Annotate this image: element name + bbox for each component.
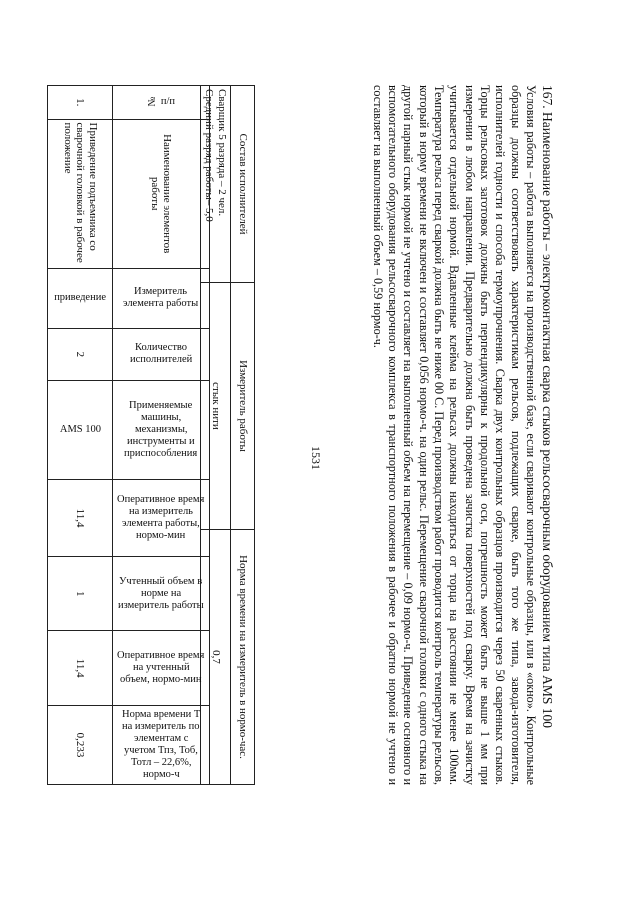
col-number: № п/п (113, 86, 210, 120)
row-element-name: Приведение подъемника со сварочной головкой в рабочее положение (48, 119, 113, 268)
col-machines: Применяемые машины, механизмы, инструменты и приспособления (113, 380, 210, 479)
crew-value: Сварщик 5 разряда – 2 чел. Средний разряд работы– 5,0 (201, 86, 231, 283)
col-element-unit: Измеритель элемента работы (113, 268, 210, 328)
col-accounted-volume: Учтенный объем в норме на измеритель работы (113, 556, 210, 630)
work-unit-value: стык нити (201, 283, 231, 530)
row-workers-count: 2 (48, 328, 113, 380)
col-time-norm-t: Норма времени Т на измеритель по элементам с учетом Тпз, Тоб, Тотл – 22,6%, нормо-ч (113, 706, 210, 785)
page-number: 1531 (309, 446, 323, 470)
work-elements-table (47, 85, 210, 785)
row-number: 1. (48, 86, 113, 120)
table-row (48, 86, 113, 785)
time-norm-value: 0,7 (201, 530, 231, 785)
rotated-content (54, 85, 555, 785)
row-operative-time-volume: 11,4 (48, 631, 113, 706)
header-time-norm: Норма времени на измеритель в нормо-час. (231, 530, 255, 785)
header-work-unit: Измеритель работы (231, 283, 255, 530)
col-element-name: Наименование элементов работы (113, 119, 210, 268)
col-operative-time: Оперативное время на измеритель элемента работы, нормо-мин (113, 480, 210, 557)
work-conditions-paragraph: Условия работы – работа выполняется на производственной базе, если сваривают контрольные образцы, или в «окно». Контрольные образцы должны соответствовать характеристикам рельсов, подлежащих сварке, быть того же типа, завода-изготовителя, исполнителей годности и способа термоупрочнения. Сварка двух контрольных образцов производится через 50 сваренных стыков. Торцы рельсовых заготовок должны быть перпендикулярны к продольной оси, погрешность может быть не выше 1 мм при измерении в любом направлении. Предварительно должна быть проведена зачистка поверхностей под сварку. Время на зачистку учитывается отдельной нормой. Вдавленные клейма на рельсах должны находиться от торца на расстоянии не менее 100мм. Температура рельса перед сваркой должна быть не ниже 00 С. Перед производством работ проводится контроль температуры рельсов, который в норму времени не включен и составляет 0,056 нормо-ч. на один рельс. Перемещение сварочной головки с одного стыка на другой парный стык нормой не учтено и составляет на выполненный объем на перемещение – 0,09 нормо-ч. Приведение основного и вспомогательного оборудования рельсосварочного комплекса в транспортного положения в рабочее и обратно нормой не учтено и составляет на выполненный объем – 0,59 нормо-ч. (370, 85, 538, 785)
col-operative-time-volume: Оперативное время на учтенный объем, нормо-мин (113, 631, 210, 706)
work-heading: 167. Наименование работы – электроконтактная сварка стыков рельсосварочным оборудованием типа AMS 100 (540, 85, 555, 728)
col-workers-count: Количество исполнителей (113, 328, 210, 380)
row-accounted-volume: 1 (48, 556, 113, 630)
row-operative-time: 11,4 (48, 480, 113, 557)
row-element-unit: приведение (48, 268, 113, 328)
row-machines: AMS 100 (48, 380, 113, 479)
row-time-norm-t: 0,233 (48, 706, 113, 785)
header-crew: Состав исполнителей (231, 86, 255, 283)
